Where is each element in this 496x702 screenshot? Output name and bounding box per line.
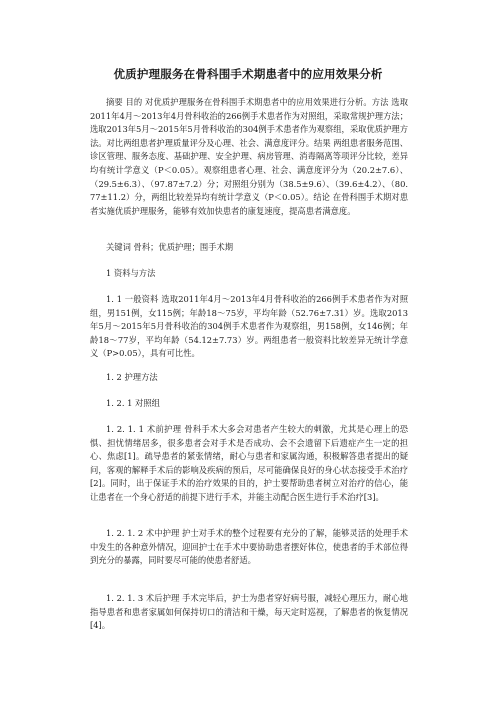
general-data-paragraph: 1. 1 一般资料 选取2011年4月～2013年4月骨科收治的266例手术患者作为对照组，男151例，女115例；年龄18～75岁，平均年龄（52.76±7.31）岁。选取2013年5月～2015年5月骨科收治的304例手术患者作为观察组，男158例，女146例；年龄18～77岁，平均年龄（54.12±7.73）岁。两组患者一般资料比较差异无统计学意义（P>0.05），具有可比性。	[90, 294, 408, 359]
postop-care-paragraph: 1. 2. 1. 3 术后护理 手术完毕后，护士为患者穿好病号服，减轻心理压力，耐心地指导患者和患者家属如何保持切口的清洁和干燥，每天定时巡视，了解患者的恢复情况[4]。	[90, 593, 408, 631]
abstract-paragraph: 摘要 目的 对优质护理服务在骨科围手术期患者中的应用效果进行分析。方法 选取2011年4月～2013年4月骨科收治的266例手术患者作为对照组，采取常规护理方法；选取2013年5月～2015年5月骨科收治的304例手术患者作为观察组，采取优质护理方法。对比两组患者护理质量评分及心理、社会、满意度评分。结果 两组患者服务范围、诊区管理、服务态度、基础护理、安全护理、病房管理、消毒隔离等项评分比较，差异均有统计学意义（P＜0.05）。观察组患者心理、社会、满意度评分为（20.2±7.6）、（29.5±6.3）、（97.87±7.2）分；对照组分别为（38.5±9.6）、（39.6±4.2）、（80.77±11.2）分，两组比较差异均有统计学意义（P＜0.05）。结论 在骨科围手术期对患者实施优质护理服务，能够有效加快患者的康复速度，提高患者满意度。	[90, 97, 408, 216]
preop-care-paragraph: 1. 2. 1. 1 术前护理 骨科手术大多会对患者产生较大的刺激，尤其是心理上的恐惧、担忧情绪居多，很多患者会对手术是否成功、会不会遗留下后遗症产生一定的担心、焦虑[1]。疏导患者的紧张情绪，耐心与患者和家属沟通，积极解答患者提出的疑问，客观的解释手术后的影响及疾病的预后，尽可能确保良好的身心状态接受手术治疗[2]。同时，出于保证手术的治疗效果的目的，护士要帮助患者树立对治疗的信心，能让患者在一个身心舒适的前提下进行手术，并能主动配合医生进行手术治疗[3]。	[90, 424, 408, 502]
document-title: 优质护理服务在骨科围手术期患者中的应用效果分析	[113, 67, 383, 81]
intraop-care-paragraph: 1. 2. 1. 2 术中护理 护士对手术的整个过程要有充分的了解，能够灵活的处理手术中发生的各种意外情况，迎回护士在手术中要协助患者摆好体位，使患者的手术部位得到充分的暴露，同时要尽可能的使患者舒适。	[90, 528, 408, 566]
subsubsection-heading: 1. 2. 1 对照组	[106, 398, 160, 408]
subsection-heading: 1. 2 护理方法	[106, 372, 158, 382]
section-heading: 1 资料与方法	[106, 268, 156, 278]
keywords-line: 关键词 骨科；优质护理；围手术期	[106, 242, 234, 252]
